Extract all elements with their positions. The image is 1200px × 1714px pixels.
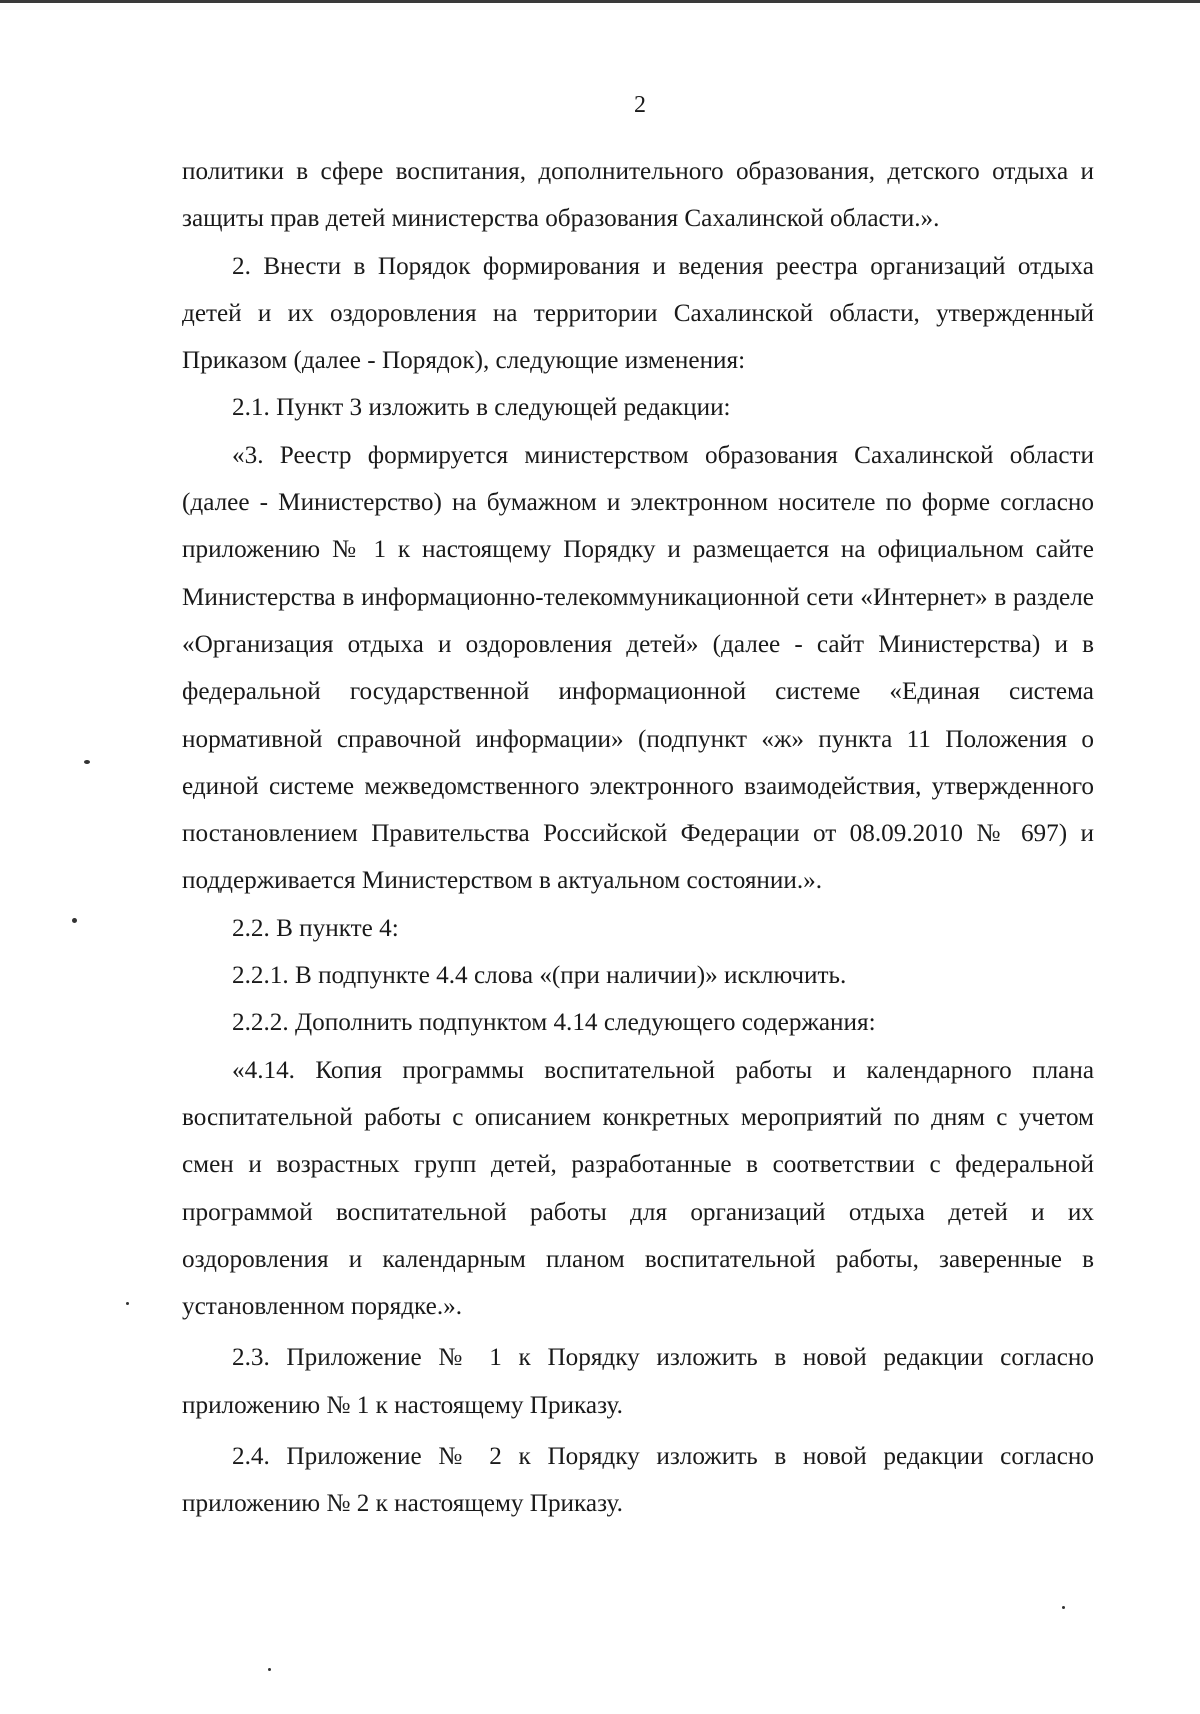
scan-speck bbox=[126, 1302, 129, 1305]
scan-speck bbox=[84, 760, 90, 764]
scan-speck bbox=[1062, 1606, 1065, 1609]
paragraph-item-2-2-1: 2.2.1. В подпункте 4.4 слова «(при наличии)» исключить. bbox=[232, 962, 847, 990]
document-body bbox=[182, 148, 1094, 1528]
scan-speck bbox=[72, 918, 77, 923]
page-number: 2 bbox=[634, 92, 646, 118]
paragraph-item-2-2: 2.2. В пункте 4: bbox=[232, 914, 399, 942]
paragraph-quote-4-14: «4.14. Копия программы воспитательной работы и календарного плана воспитательной работы с описанием конкретных мероприятий по дням с учетом смен и возрастных групп детей, разработанные в соответствии с федеральной программой воспитательной работы для организаций отдыха детей и их оздоровления и календарным планом воспитательной работы, заверенные в установленном порядке.». bbox=[182, 1056, 1094, 1321]
paragraph-item-2-2-2: 2.2.2. Дополнить подпунктом 4.14 следующего содержания: bbox=[232, 1009, 876, 1037]
paragraph-item-2-1: 2.1. Пункт 3 изложить в следующей редакции: bbox=[232, 394, 731, 422]
paragraph-item-2: 2. Внести в Порядок формирования и ведения реестра организаций отдыха детей и их оздоровления на территории Сахалинской области, утвержденный Приказом (далее - Порядок), следующие изменения: bbox=[182, 252, 1094, 375]
scan-speck bbox=[268, 1668, 271, 1671]
paragraph-quote-3: «3. Реестр формируется министерством образования Сахалинской области (далее - Министерство) на бумажном и электронном носителе по форме согласно приложению № 1 к настоящему Порядку и размещается на официальном сайте Министерства в информационно-телекоммуникационной сети «Интернет» в разделе «Организация отдыха и оздоровления детей» (далее - сайт Министерства) и в федеральной государственной информационной системе «Единая система нормативной справочной информации» (подпункт «ж» пункта 11 Положения о единой системе межведомственного электронного взаимодействия, утвержденного постановлением Правительства Российской Федерации от 08.09.2010 № 697) и поддерживается Министерством в актуальном состоянии.». bbox=[182, 441, 1094, 895]
paragraph-item-2-3: 2.3. Приложение № 1 к Порядку изложить в новой редакции согласно приложению № 1 к настоящему Приказу. bbox=[182, 1344, 1094, 1419]
scan-top-edge-line bbox=[0, 0, 1200, 3]
paragraph-continuation: политики в сфере воспитания, дополнительного образования, детского отдыха и защиты прав детей министерства образования Сахалинской области.». bbox=[182, 158, 1094, 233]
paragraph-item-2-4: 2.4. Приложение № 2 к Порядку изложить в новой редакции согласно приложению № 2 к настоящему Приказу. bbox=[182, 1443, 1094, 1518]
